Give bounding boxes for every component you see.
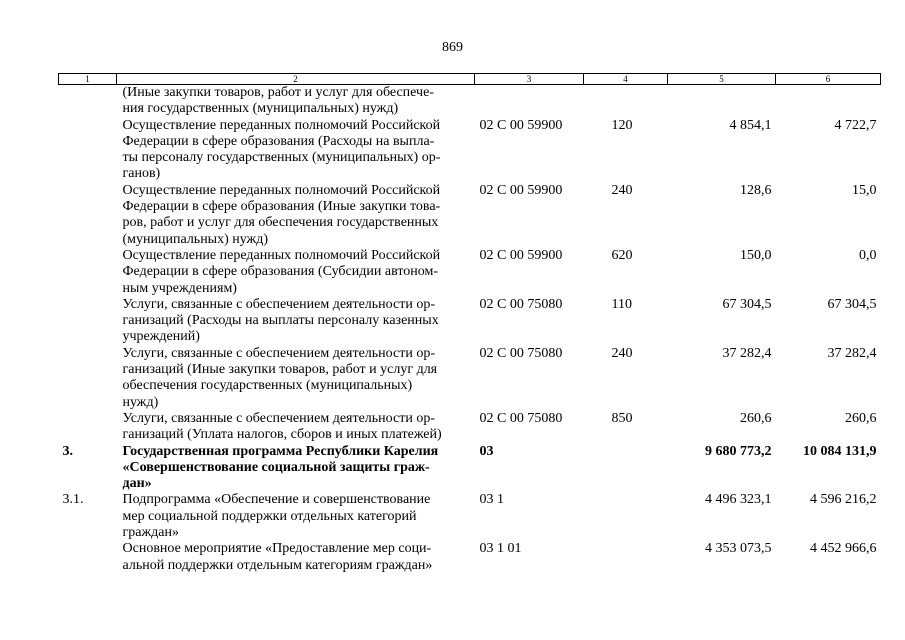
item-name: (Иные закупки товаров, работ и услуг для обеспече- ния государственных (муниципальных) нужд)	[122, 85, 434, 117]
item-name: Осуществление переданных полномочий Российской Федерации в сфере образования (Иные закупки това- ров, работ и услуг для обеспечения государственных (муниципальных) нужд)	[122, 182, 441, 247]
amount-col6: 67 304,5	[827, 296, 877, 312]
table-row	[59, 444, 881, 493]
column-header-5: 5	[668, 74, 776, 85]
expense-type: 120	[611, 117, 633, 133]
budget-table	[58, 73, 881, 574]
target-code: 03 1 01	[479, 541, 522, 557]
amount-col6: 0,0	[859, 247, 877, 263]
amount-col6: 4 596 216,2	[810, 492, 877, 508]
expense-type	[584, 492, 668, 541]
target-code: 02 С 00 75080	[479, 410, 563, 426]
column-header-4: 4	[584, 74, 668, 85]
target-code: 02 С 00 75080	[479, 296, 563, 312]
target-code: 03 1	[479, 492, 504, 508]
table-row	[59, 85, 881, 118]
target-code	[475, 85, 584, 118]
target-code: 02 С 00 75080	[479, 345, 563, 361]
row-number	[59, 183, 117, 248]
target-code: 02 С 00 59900	[479, 182, 563, 198]
expense-type: 110	[611, 296, 632, 312]
amount-col5: 150,0	[740, 247, 772, 263]
row-number	[59, 85, 117, 118]
item-name: Осуществление переданных полномочий Российской Федерации в сфере образования (Расходы на выпла- ты персоналу государственных (муниципальных) ор- ганов)	[122, 117, 441, 182]
amount-col6: 37 282,4	[827, 345, 877, 361]
table-body	[59, 85, 881, 574]
row-number	[59, 297, 117, 346]
amount-col5: 9 680 773,2	[705, 443, 772, 459]
item-name: Услуги, связанные с обеспечением деятельности ор- ганизаций (Уплата налогов, сборов и иных платежей)	[122, 410, 442, 443]
amount-col6: 4 452 966,6	[810, 541, 877, 557]
target-code: 02 С 00 59900	[479, 117, 563, 133]
table-row	[59, 183, 881, 248]
column-number-row	[59, 74, 881, 85]
column-header-2: 2	[117, 74, 475, 85]
column-header-6: 6	[776, 74, 881, 85]
amount-col5	[668, 85, 776, 118]
amount-col5: 260,6	[740, 410, 772, 426]
table-row	[59, 297, 881, 346]
row-number	[59, 541, 117, 574]
amount-col6: 15,0	[852, 182, 877, 198]
item-name: Услуги, связанные с обеспечением деятельности ор- ганизаций (Расходы на выплаты персоналу казенных учреждений)	[122, 296, 439, 345]
row-number	[59, 346, 117, 411]
row-number	[59, 118, 117, 183]
amount-col6	[776, 85, 881, 118]
row-number: 3.	[62, 443, 73, 459]
amount-col5: 4 353 073,5	[705, 541, 772, 557]
amount-col6: 10 084 131,9	[803, 443, 877, 459]
expense-type: 240	[611, 345, 633, 361]
expense-type	[584, 85, 668, 118]
item-name: Основное мероприятие «Предоставление мер соци- альной поддержки отдельным категориям граждан»	[122, 541, 433, 573]
table-row	[59, 118, 881, 183]
page-number: 869	[442, 40, 463, 55]
item-name: Осуществление переданных полномочий Российской Федерации в сфере образования (Субсидии автоном- ным учреждениям)	[122, 247, 441, 296]
amount-col5: 128,6	[740, 182, 772, 198]
amount-col5: 37 282,4	[722, 345, 772, 361]
table-row	[59, 248, 881, 297]
expense-type: 620	[611, 247, 633, 263]
target-code: 02 С 00 59900	[479, 247, 563, 263]
column-header-3: 3	[475, 74, 584, 85]
amount-col6: 4 722,7	[834, 117, 877, 133]
amount-col5: 4 854,1	[729, 117, 772, 133]
item-name: Государственная программа Республики Карелия «Совершенствование социальной защиты граж- дан»	[122, 443, 439, 492]
row-number: 3.1.	[62, 492, 84, 508]
column-header-1: 1	[59, 74, 117, 85]
expense-type	[584, 444, 668, 493]
amount-col5: 4 496 323,1	[705, 492, 772, 508]
expense-type	[584, 541, 668, 574]
amount-col6: 260,6	[845, 410, 877, 426]
target-code: 03	[479, 443, 494, 459]
table-row	[59, 492, 881, 541]
row-number	[59, 248, 117, 297]
item-name: Услуги, связанные с обеспечением деятельности ор- ганизаций (Иные закупки товаров, работ и услуг для обеспечения государственных (муниципальных) нужд)	[122, 345, 438, 410]
expense-type: 850	[611, 410, 633, 426]
table-row	[59, 541, 881, 574]
amount-col5: 67 304,5	[722, 296, 772, 312]
table-row	[59, 346, 881, 411]
row-number	[59, 411, 117, 444]
item-name: Подпрограмма «Обеспечение и совершенствование мер социальной поддержки отдельных категорий граждан»	[122, 492, 431, 541]
expense-type: 240	[611, 182, 633, 198]
table-row	[59, 411, 881, 444]
